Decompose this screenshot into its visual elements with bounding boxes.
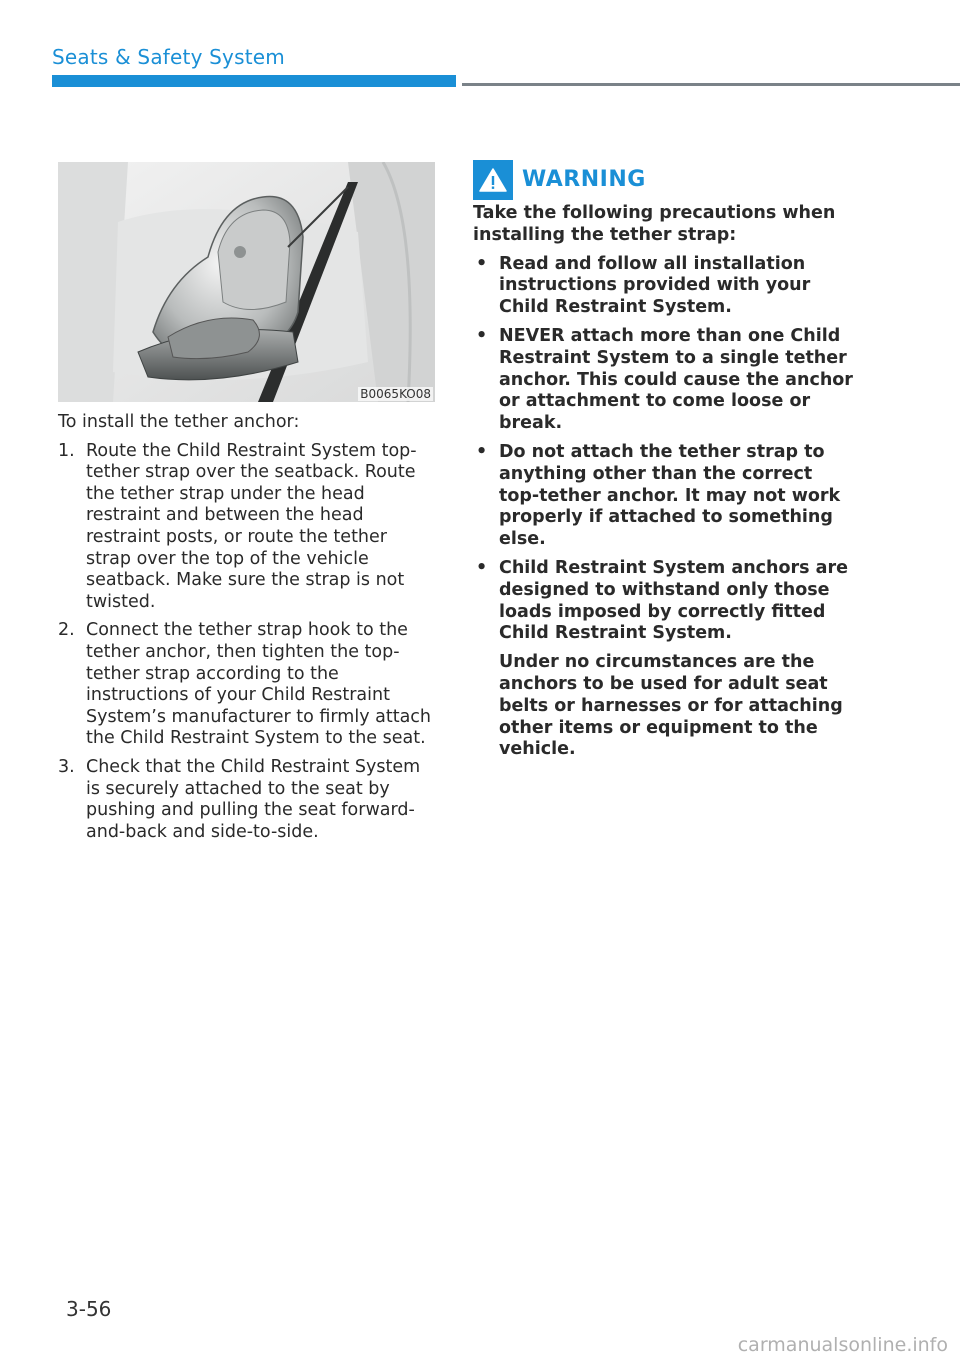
warning-triangle-icon xyxy=(473,160,513,200)
header-rule-grey xyxy=(462,83,960,86)
step-number: 3. xyxy=(58,756,75,777)
install-instructions xyxy=(58,412,436,850)
bullet: • xyxy=(476,441,488,462)
install-step xyxy=(58,757,436,843)
warning-label: WARNING xyxy=(522,167,646,193)
header-rule-accent xyxy=(52,75,456,87)
section-title: Seats & Safety System xyxy=(52,45,285,69)
bullet: • xyxy=(476,557,488,578)
warning-item-text: Do not attach the tether strap to anything other than the correct top-tether anchor. It may not work properly if attached to something else. xyxy=(499,441,841,550)
bullet: • xyxy=(476,325,488,346)
bullet: • xyxy=(476,253,488,274)
warning-item xyxy=(473,326,858,435)
install-intro: To install the tether anchor: xyxy=(58,412,300,432)
warning-list xyxy=(473,254,858,646)
install-steps xyxy=(58,441,436,844)
child-seat-illustration xyxy=(58,162,435,402)
warning-item-text: Read and follow all installation instructions provided with your Child Restraint System. xyxy=(499,253,811,318)
step-text: Connect the tether strap hook to the tether anchor, then tighten the top-tether strap according to the instructions of your Child Restraint System’s manufacturer to firmly attach the Child Restraint System to the seat. xyxy=(86,620,432,749)
figure-code: B0065KO08 xyxy=(360,387,431,401)
warning-item-text: NEVER attach more than one Child Restraint System to a single tether anchor. This could cause the anchor or attachment to come loose or break. xyxy=(499,325,853,434)
watermark: carmanualsonline.info xyxy=(737,1334,948,1356)
page-number: 3-56 xyxy=(66,1297,112,1321)
step-text: Check that the Child Restraint System is securely attached to the seat by pushing and pulling the seat forward-and-back and side-to-side. xyxy=(86,756,421,842)
warning-item xyxy=(473,254,858,319)
warning-intro: Take the following precautions when installing the tether strap: xyxy=(473,203,836,245)
warning-follow-up: Under no circumstances are the anchors to be used for adult seat belts or harnesses or for attaching other items or equipment to the vehicle. xyxy=(499,652,843,760)
install-step xyxy=(58,441,436,614)
install-step xyxy=(58,620,436,750)
warning-item-text: Child Restraint System anchors are designed to withstand only those loads imposed by correctly fitted Child Restraint System. xyxy=(499,557,848,644)
warning-header xyxy=(473,160,858,200)
step-number: 1. xyxy=(58,440,75,461)
warning-item xyxy=(473,558,858,645)
warning-box xyxy=(473,160,858,761)
warning-item xyxy=(473,442,858,551)
step-number: 2. xyxy=(58,620,75,641)
child-seat-drawing xyxy=(58,162,435,402)
step-text: Route the Child Restraint System top-tether strap over the seatback. Route the tether strap under the head restraint and between the head restraint posts, or route the tether strap over the top of the vehicle seatback. Make sure the strap is not twisted. xyxy=(86,440,417,612)
